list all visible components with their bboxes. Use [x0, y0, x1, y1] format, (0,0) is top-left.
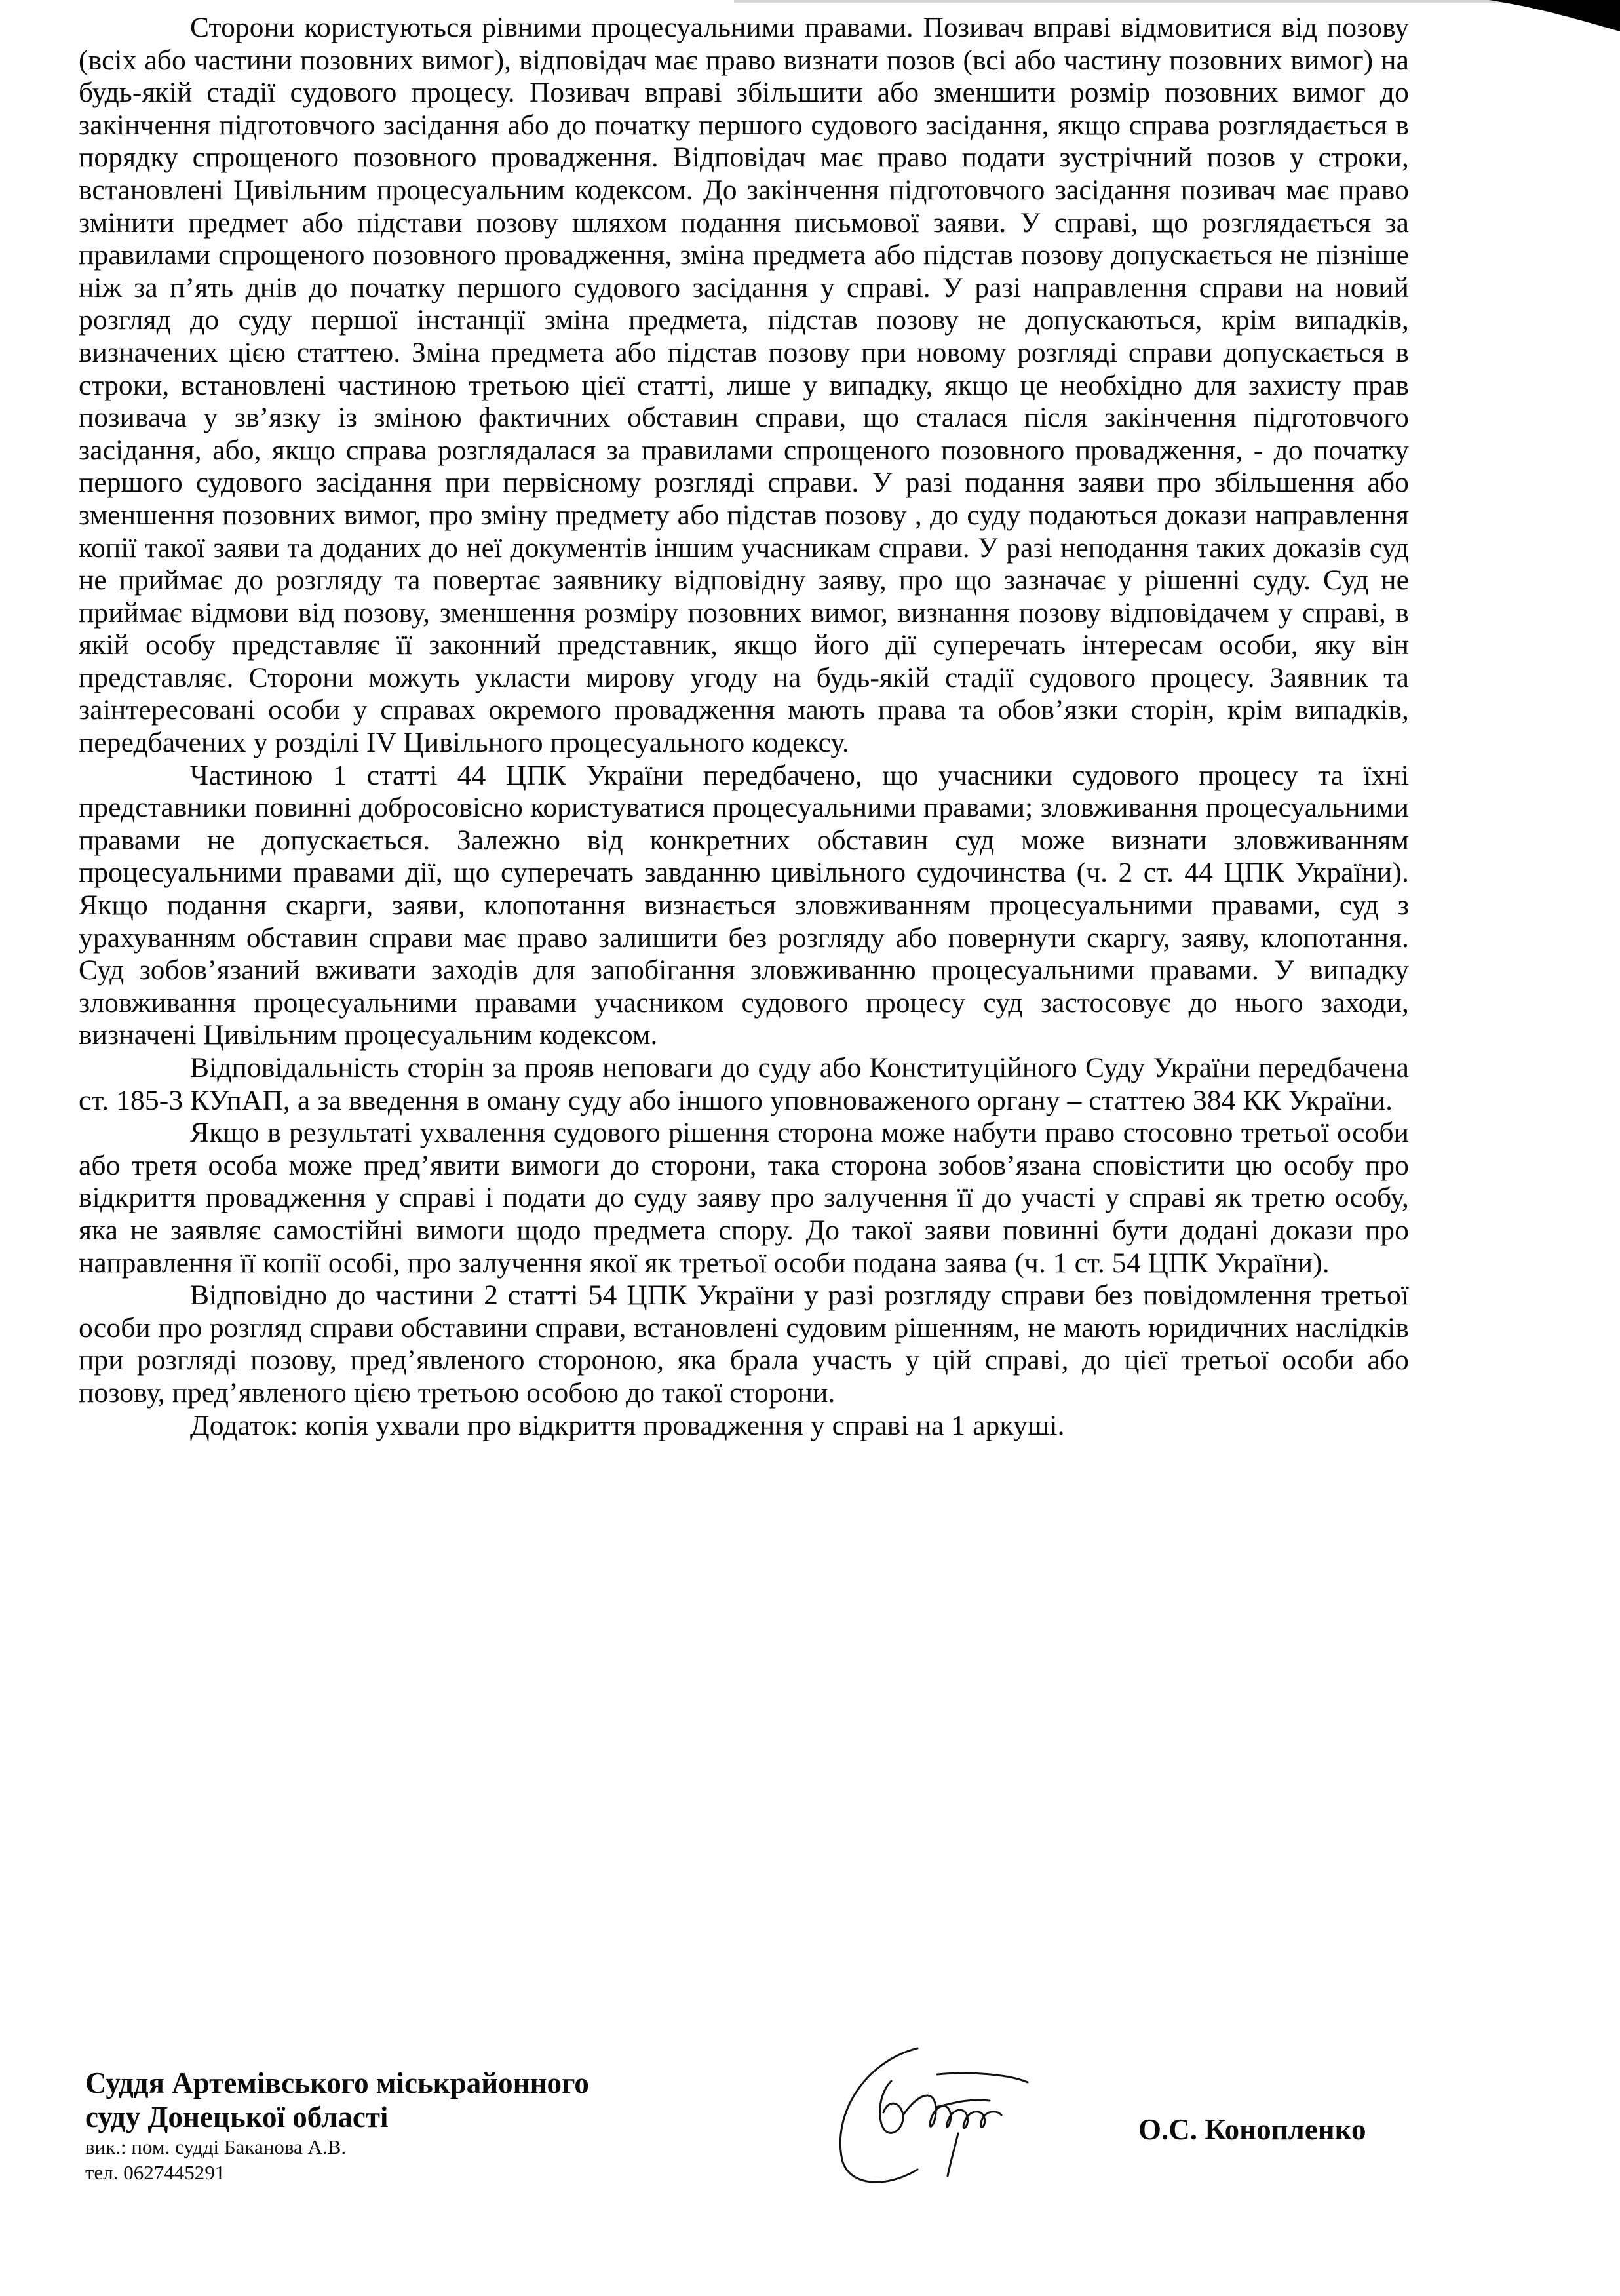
- court-title-line-1: Суддя Артемівського міськрайонного: [85, 2067, 589, 2099]
- signature-block-left: [85, 2066, 708, 2185]
- judge-name: О.С. Конопленко: [1138, 2113, 1366, 2146]
- document-body: [79, 12, 1409, 1442]
- scan-corner-shadow: [1489, 0, 1620, 31]
- paragraph-attachment: Додаток: копія ухвали про відкриття провадження у справі на 1 аркуші.: [190, 1409, 1065, 1441]
- paragraph-abuse-of-rights: Частиною 1 статті 44 ЦПК України передбачено, що учасники судового процесу та їхні представники повинні добросовісно користуватися процесуальними правами; зловживання процесуальними правами не допускається. Залежно від конкретних обставин суд може визнати зловживанням процесуальними правами дії, що суперечать завданню цивільного судочинства (ч. 2 ст. 44 ЦПК України). Якщо подання скарги, заяви, клопотання визнається зловживанням процесуальними правами, суд з урахуванням обставин справи має право залишити без розгляду або повернути скаргу, заяву, клопотання. Суд зобов’язаний вживати заходів для запобігання зловживанню процесуальними правами. У випадку зловживання процесуальними правами учасником судового процесу суд застосовує до нього заходи, визначені Цивільним процесуальним кодексом.: [79, 759, 1409, 1051]
- handwritten-signature-icon: [819, 2035, 1055, 2192]
- executor-line: вик.: пом. судді Баканова А.В.: [85, 2135, 347, 2158]
- scan-edge-line: [734, 0, 1620, 3]
- paragraph-liability: Відповідальність сторін за прояв неповаги до суду або Конституційного Суду України передбачена ст. 185-3 КУпАП, а за введення в оману суду або іншого уповноваженого органу – статтею 384 КК України.: [79, 1052, 1409, 1116]
- paragraph-third-party-consequences: Відповідно до частини 2 статті 54 ЦПК України у разі розгляду справи без повідомлення третьої особи про розгляд справи обставини справи, встановлені судовим рішенням, не мають юридичних наслідків при розгляді позову, пред’явленого стороною, яка брала участь у цій справі, до цієї третьої особи або позову, пред’явленого цією третьою особою до такої сторони.: [79, 1279, 1409, 1409]
- paragraph-parties-rights: Сторони користуються рівними процесуальними правами. Позивач вправі відмовитися від позову (всіх або частини позовних вимог), відповідач має право визнати позов (всі або частину позовних вимог) на будь-якій стадії судового процесу. Позивач вправі збільшити або зменшити розмір позовних вимог до закінчення підготовчого засідання або до початку першого судового засідання, якщо справа розглядається в порядку спрощеного позовного провадження. Відповідач має право подати зустрічний позов у строки, встановлені Цивільним процесуальним кодексом. До закінчення підготовчого засідання позивач має право змінити предмет або підстави позову шляхом подання письмової заяви. У справі, що розглядається за правилами спрощеного позовного провадження, зміна предмета або підстав позову допускається не пізніше ніж за п’ять днів до початку першого судового засідання у справі. У разі направлення справи на новий розгляд до суду першої інстанції зміна предмета, підстав позову не допускаються, крім випадків, визначених цією статтею. Зміна предмета або підстав позову при новому розгляді справи допускається в строки, встановлені частиною третьою цієї статті, лише у випадку, якщо це необхідно для захисту прав позивача у зв’язку із зміною фактичних обставин справи, що сталася після закінчення підготовчого засідання, або, якщо справа розглядалася за правилами спрощеного позовного провадження, - до початку першого судового засідання при первісному розгляді справи. У разі подання заяви про збільшення або зменшення позовних вимог, про зміну предмету або підстав позову , до суду подаються докази направлення копії такої заяви та доданих до неї документів іншим учасникам справи. У разі неподання таких доказів суд не приймає до розгляду та повертає заявнику відповідну заяву, про що зазначає у рішенні суду. Суд не приймає відмови від позову, зменшення розміру позовних вимог, визнання позову відповідачем у справі, в якій особу представляє її законний представник, якщо його дії суперечать інтересам особи, яку він представляє. Сторони можуть укласти мирову угоду на будь-якій стадії судового процесу. Заявник та заінтересовані особи у справах окремого провадження мають права та обов’язки сторін, крім випадків, передбачених у розділі IV Цивільного процесуального кодексу.: [79, 12, 1409, 759]
- court-title-line-2: суду Донецької області: [85, 2101, 389, 2133]
- paragraph-third-party-notice: Якщо в результаті ухвалення судового рішення сторона може набути право стосовно третьої особи або третя особа може пред’явити вимоги до сторони, така сторона зобов’язана сповістити цю особу про відкриття провадження у справі і подати до суду заяву про залучення її до участі у справі як третю особу, яка не заявляє самостійні вимоги щодо предмета спору. До такої заяви повинні бути додані докази про направлення її копії особі, про залучення якої як третьої особи подана заява (ч. 1 ст. 54 ЦПК України).: [79, 1117, 1409, 1279]
- phone-line: тел. 0627445291: [85, 2161, 225, 2184]
